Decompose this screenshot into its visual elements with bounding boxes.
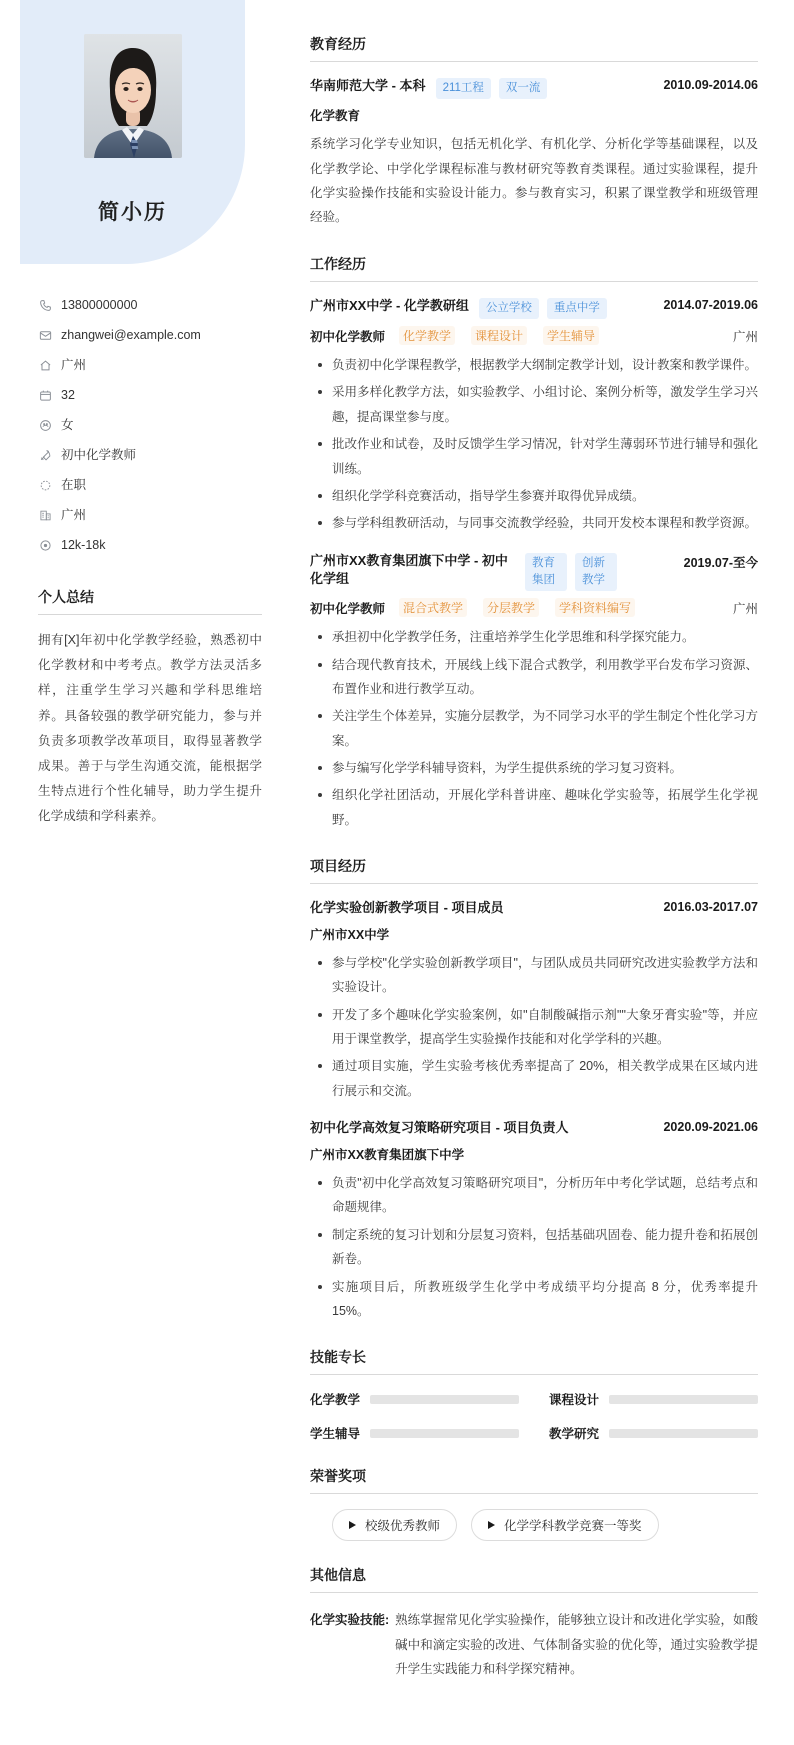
list-item: 参与学科组教研活动，与同事交流教学经验，共同开发校本课程和教学资源。 (310, 511, 758, 535)
list-item: 负责"初中化学高效复习策略研究项目"，分析历年中考化学试题，总结考点和命题规律。 (310, 1171, 758, 1220)
project-bullets (310, 951, 758, 1103)
home-icon (38, 359, 52, 373)
skill-name: 教学研究 (549, 1427, 600, 1442)
building-icon (38, 509, 52, 523)
work-tags (525, 552, 617, 592)
list-item: 负责初中化学课程教学，根据教学大纲制定教学计划，设计教案和教学课件。 (310, 353, 758, 377)
honors-title: 荣誉奖项 (310, 1466, 758, 1494)
education-org: 华南师范大学 - 本科 (310, 78, 426, 93)
project-entry (310, 1119, 758, 1323)
work-entry-subheader (310, 598, 758, 617)
tag: 化学教学 (399, 326, 455, 345)
status-icon (38, 479, 52, 493)
contact-value: 女 (61, 418, 74, 432)
list-item: 实施项目后，所教班级学生化学中考成绩平均分提高 8 分，优秀率提升 15%。 (310, 1275, 758, 1324)
list-item: 承担初中化学教学任务，注重培养学生化学思维和科学探究能力。 (310, 625, 758, 649)
contact-item-age (38, 388, 270, 403)
work-location: 广州 (732, 601, 758, 616)
skills-title: 技能专长 (310, 1347, 758, 1375)
skill-item (549, 1424, 758, 1442)
contact-value: 广州 (61, 508, 87, 522)
work-role: 初中化学教师 (310, 601, 386, 616)
skills-section (310, 1347, 758, 1442)
education-description: 系统学习化学专业知识，包括无机化学、有机化学、分析化学等基础课程，以及化学教学论、中学化学课程标准与教材研究等教育类课程。通过实验课程，提升化学实验操作技能和实验设计能力。参与教育实习，积累了课堂教学和班级管理经验。 (310, 137, 758, 225)
skill-bar (370, 1395, 519, 1404)
work-org: 广州市XX中学 - 化学教研组 (310, 297, 469, 313)
projects-section (310, 856, 758, 1323)
project-entry-header (310, 899, 758, 918)
work-skill-tags (399, 598, 635, 617)
work-entry (310, 297, 758, 536)
work-location: 广州 (732, 329, 758, 344)
main-content (300, 0, 794, 1745)
other-label: 化学实验技能: (310, 1613, 390, 1628)
work-date: 2014.07-2019.06 (663, 297, 758, 312)
project-date: 2016.03-2017.07 (663, 900, 758, 915)
skill-item (549, 1390, 758, 1408)
summary-section (38, 587, 262, 830)
contact-item-workplace (38, 508, 270, 523)
honor-label: 化学学科教学竞赛一等奖 (504, 1519, 642, 1534)
skill-bar (370, 1429, 519, 1438)
project-entry-header (310, 1119, 758, 1138)
work-bullets (310, 353, 758, 536)
tag: 重点中学 (547, 298, 607, 319)
tag: 课程设计 (471, 326, 527, 345)
skill-name: 课程设计 (549, 1393, 600, 1408)
contact-item-email (38, 328, 270, 343)
contact-item-phone (38, 298, 270, 313)
salary-icon (38, 539, 52, 553)
education-entry-header (310, 77, 758, 99)
phone-icon (38, 299, 52, 313)
list-item: 开发了多个趣味化学实验案例，如"自制酸碱指示剂""大象牙膏实验"等，并应用于课堂教学，提高学生实验操作技能和对化学学科的兴趣。 (310, 1003, 758, 1052)
education-tags (436, 77, 548, 99)
honors-section (310, 1466, 758, 1541)
education-major: 化学教育 (310, 109, 361, 124)
triangle-right-icon (349, 1521, 356, 1529)
avatar (84, 34, 182, 158)
other-row (310, 1608, 758, 1681)
gender-icon (38, 419, 52, 433)
contact-value: 13800000000 (61, 298, 138, 312)
contact-value: 32 (61, 388, 75, 402)
work-title: 工作经历 (310, 254, 758, 282)
work-entry-header (310, 552, 758, 592)
project-date: 2020.09-2021.06 (663, 1120, 758, 1135)
skill-bar (609, 1429, 758, 1438)
list-item: 参与编写化学学科辅导资料，为学生提供系统的学习复习资料。 (310, 756, 758, 780)
education-entry (310, 77, 758, 230)
honor-badge[interactable] (471, 1509, 659, 1541)
work-entry-header (310, 297, 758, 319)
tag: 混合式教学 (399, 598, 467, 617)
tag: 211工程 (436, 78, 491, 99)
skill-name: 学生辅导 (310, 1427, 361, 1442)
rocket-icon (38, 449, 52, 463)
contact-list (38, 298, 300, 553)
list-item: 关注学生个体差异，实施分层教学，为不同学习水平的学生制定个性化学习方案。 (310, 704, 758, 753)
skill-item (310, 1424, 519, 1442)
contact-value: 12k-18k (61, 538, 106, 552)
sidebar (0, 0, 300, 860)
contact-value: 初中化学教师 (61, 448, 137, 462)
education-title: 教育经历 (310, 34, 758, 62)
contact-item-salary (38, 538, 270, 553)
work-bullets (310, 625, 758, 832)
contact-item-position (38, 448, 270, 463)
contact-value: zhangwei@example.com (61, 328, 201, 342)
contact-item-status (38, 478, 270, 493)
list-item: 批改作业和试卷，及时反馈学生学习情况，针对学生薄弱环节进行辅导和强化训练。 (310, 432, 758, 481)
project-entry (310, 899, 758, 1103)
summary-text: 拥有[X]年初中化学教学经验，熟悉初中化学教材和中考考点。教学方法灵活多样，注重学生学习兴趣和学科思维培养。具备较强的教学研究能力，参与并负责多项教学改革项目，取得显著教学成果。善于与学生沟通交流，能根据学生特点进行个性化辅导，助力学生提升化学成绩和学科素养。 (38, 633, 262, 824)
tag: 分层教学 (483, 598, 539, 617)
other-value: 熟练掌握常见化学实验操作，能够独立设计和改进化学实验，如酸碱中和滴定实验的改进、气体制备实验的优化等，通过实验教学提升学生实践能力和科学探究精神。 (395, 1613, 758, 1677)
list-item: 结合现代教育技术，开展线上线下混合式教学，利用教学平台发布学习资源、布置作业和进行教学互动。 (310, 653, 758, 702)
project-name: 初中化学高效复习策略研究项目 - 项目负责人 (310, 1120, 569, 1136)
project-org: 广州市XX中学 (310, 927, 390, 942)
work-date: 2019.07-至今 (683, 555, 758, 570)
honors-list (310, 1509, 758, 1541)
tag: 双一流 (499, 78, 548, 99)
education-section (310, 34, 758, 230)
tag: 公立学校 (479, 298, 539, 319)
skills-grid (310, 1390, 758, 1442)
list-item: 参与学校"化学实验创新教学项目"，与团队成员共同研究改进实验教学方法和实验设计。 (310, 951, 758, 1000)
list-item: 组织化学社团活动，开展化学科普讲座、趣味化学实验等，拓展学生化学视野。 (310, 783, 758, 832)
work-skill-tags (399, 326, 599, 345)
work-tags (479, 297, 607, 319)
education-date: 2010.09-2014.06 (663, 78, 758, 92)
honor-badge[interactable] (332, 1509, 457, 1541)
work-section (310, 254, 758, 832)
profile-header (20, 0, 245, 264)
calendar-icon (38, 389, 52, 403)
tag: 教育集团 (525, 553, 567, 592)
skill-bar (609, 1395, 758, 1404)
tag: 创新教学 (575, 553, 617, 592)
work-entry-subheader (310, 326, 758, 345)
other-title: 其他信息 (310, 1565, 758, 1593)
projects-title: 项目经历 (310, 856, 758, 884)
honor-label: 校级优秀教师 (365, 1519, 441, 1534)
work-entry (310, 552, 758, 833)
tag: 学生辅导 (543, 326, 599, 345)
project-bullets (310, 1171, 758, 1323)
contact-value: 广州 (61, 358, 87, 372)
portrait-photo-icon (84, 34, 182, 158)
work-role: 初中化学教师 (310, 329, 386, 344)
page-title: 简小历 (98, 201, 167, 224)
skill-name: 化学教学 (310, 1393, 361, 1408)
mail-icon (38, 329, 52, 343)
contact-item-city (38, 358, 270, 373)
triangle-right-icon (488, 1521, 495, 1529)
tag: 学科资料编写 (555, 598, 635, 617)
project-name: 化学实验创新教学项目 - 项目成员 (310, 900, 504, 916)
contact-item-gender (38, 418, 270, 433)
list-item: 通过项目实施，学生实验考核优秀率提高了 20%，相关教学成果在区域内进行展示和交流。 (310, 1054, 758, 1103)
contact-value: 在职 (61, 478, 87, 492)
skill-item (310, 1390, 519, 1408)
other-section (310, 1565, 758, 1681)
project-org: 广州市XX教育集团旗下中学 (310, 1148, 465, 1163)
list-item: 组织化学学科竞赛活动，指导学生参赛并取得优异成绩。 (310, 484, 758, 508)
list-item: 制定系统的复习计划和分层复习资料，包括基础巩固卷、能力提升卷和拓展创新卷。 (310, 1223, 758, 1272)
work-org: 广州市XX教育集团旗下中学 - 初中化学组 (310, 552, 508, 587)
summary-title: 个人总结 (38, 587, 262, 615)
list-item: 采用多样化教学方法，如实验教学、小组讨论、案例分析等，激发学生学习兴趣，提高课堂参与度。 (310, 380, 758, 429)
